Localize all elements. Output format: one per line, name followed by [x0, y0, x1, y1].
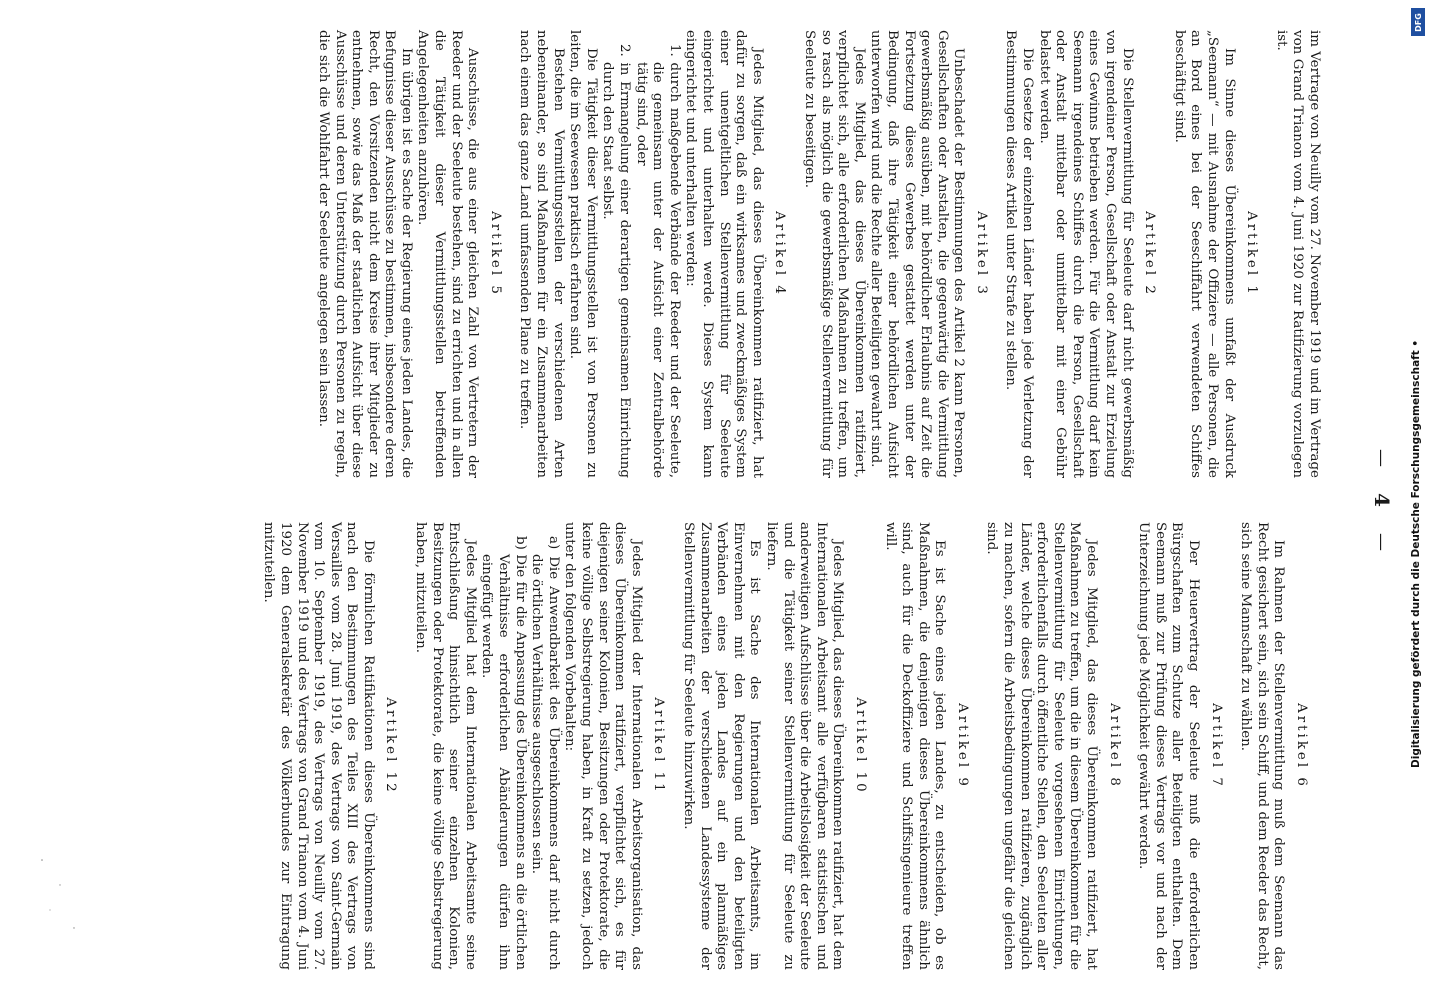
article-7-heading: Artikel 7: [1208, 703, 1224, 789]
right-column: [260, 522, 1322, 970]
article-11-list-item-a: a) Die Anwendbarkeit des Übereinkommens darf nicht durch die örtlichen Verhältnisse ausgeschlossen sein.: [529, 536, 561, 970]
page-number: 4: [1370, 493, 1394, 507]
article-5-heading: Artikel 5: [487, 211, 503, 297]
article-2-paragraph-2: Die Gesetze der einzelnen Länder haben jede Verletzung der Bestimmungen dieses Artikel unter Strafe zu stellen.: [1003, 30, 1036, 478]
article-4-list-item-2: 2. in Ermangelung einer derartigen gemeinsamen Einrichtung durch den Staat selbst.: [600, 44, 633, 478]
page-header: [1362, 30, 1402, 970]
article-1-paragraph: Im Sinne dieses Übereinkommens umfaßt der Ausdruck „Seemann“ — mit Ausnahme der Offiziere — alle Personen, die an Bord eines bei der Seeschiffahrt verwendeten Schiffes beschäftigt sind.: [1171, 30, 1237, 478]
article-4-heading: Artikel 4: [772, 211, 788, 297]
article-7-paragraph: Der Heuervertrag der Seeleute muß die erforderlichen Bürgschaften zum Schutze aller Beteiligten enthalten. Dem Seemann muß zur Prüfung dieses Vertrags vor und nach der Unterzeichnung jede Möglichkeit gewährt werden.: [1136, 522, 1202, 970]
article-11-heading: Artikel 11: [651, 697, 667, 795]
header-dash-left: —: [1371, 449, 1393, 468]
scan-specks: [30, 840, 90, 940]
article-3-paragraph-1: Unbeschadet der Bestimmungen des Artikel 2 kann Personen, Gesellschaften oder Anstalten, die gegenwärtig die Vermittlung gewerbsmäßig ausüben, mit behördlicher Erlaubnis auf Zeit die Fortsetzung dieses Gewerbes gestattet werden unter der Bedingung, daß ihre Tätigkeit einer behördlichen Aufsicht unterworfen wird und die Rechte aller Beteiligten gewahrt sind.: [868, 30, 967, 478]
article-5-paragraph-2: Im übrigen ist es Sache der Regierung eines jeden Landes, die Befugnisse dieser Ausschüsse zu bestimmen, insbesondere deren Recht, den Vorsitzenden nicht dem Kreise ihrer Mitglieder zu entnehmen, sowie das Maß der staatlichen Aufsicht über diese Ausschüsse und deren Unterstützung durch Personen zu regeln, die sich die Wohlfahrt der Seeleute angelegen sein lassen.: [315, 30, 414, 478]
article-11-paragraph-2: Jedes Mitglied hat dem Internationalen Arbeitsamte seine Entschließung hinsichtlich seiner einzelnen Kolonien, Besitzungen oder Protektorate, die keine völlige Selbstregierung haben, mitzuteilen.: [413, 522, 478, 970]
article-9-paragraph: Es ist Sache eines jeden Landes, zu entscheiden, ob es Maßnahmen, die denjenigen dieses Übereinkommens ähnlich sind, auch für die Deckoffiziere und Schiffsingenieure treffen will.: [882, 522, 948, 970]
article-12-paragraph: Die förmlichen Ratifikationen dieses Übereinkommens sind nach den Bestimmungen des Teiles XIII des Vertrags von Versailles vom 28. Juni 1919, des Vertrags von Saint-Germain vom 10. September 1919, des Vertrags von Neuilly vom 27. November 1919 und des Vertrags von Grand Trianon vom 4. Juni 1920 dem Generalsekretär des Völkerbundes zur Eintragung mitzuteilen.: [261, 522, 376, 970]
article-5-paragraph-1: Ausschüsse, die aus einer gleichen Zahl von Vertretern der Reeder und der Seeleute bestehen, sind zu errichten und in allen die Tätigkeit dieser Vermittlungsstellen betreffenden Angelegenheiten anzuhören.: [415, 30, 481, 478]
article-6-heading: Artikel 6: [1294, 703, 1309, 789]
article-12-heading: Artikel 12: [383, 697, 399, 795]
article-9-heading: Artikel 9: [954, 703, 970, 789]
article-4-paragraph-1: Jedes Mitglied, das dieses Übereinkommen ratifiziert, hat dafür zu sorgen, daß ein wirksames und zweckmäßiges System einer unentgeltlichen Stellenvermittlung für Seeleute eingerichtet und unterhalten werde. Dieses System kann eingerichtet und unterhalten werden:: [683, 30, 765, 478]
rotated-document-page: [2, 30, 1402, 970]
digitization-sidebar: [1402, 0, 1434, 1000]
article-4-paragraph-2: Die Tätigkeit dieser Vermittlungsstellen ist von Personen zu leiten, die im Seewesen praktisch erfahren sind.: [567, 30, 599, 478]
header-dash-right: —: [1371, 532, 1393, 551]
article-4-paragraph-3: Bestehen Vermittlungsstellen der verschiedenen Arten nebeneinander, so sind Maßnahmen für ein Zusammenarbeiten nach einem das ganze Land umfassenden Plane zu treffen.: [517, 30, 566, 478]
article-3-heading: Artikel 3: [973, 211, 989, 297]
article-11-paragraph-1: Jedes Mitglied der Internationalen Arbeitsorganisation, das dieses Übereinkommen ratifiziert, verpflichtet sich, es für diejenigen seiner Kolonien, Besitzungen oder Protektorate, die keine völlige Selbstregierung haben, in Kraft zu setzen, jedoch unter den folgenden Vorbehalten:: [562, 522, 644, 970]
digitization-credit: [1410, 339, 1422, 768]
dfg-logo: DFG: [1411, 8, 1425, 36]
article-10-heading: Artikel 10: [852, 697, 868, 795]
intro-paragraph: im Vertrage von Neuilly vom 27. November 1919 und im Vertrage von Grand Trianon vom 4. Juni 1920 zur Ratifizierung vorzulegen ist.: [1273, 30, 1322, 478]
article-2-heading: Artikel 2: [1142, 211, 1158, 297]
credit-separator: •: [1410, 339, 1422, 347]
credit-text: Digitalisierung gefördert durch die Deutsche Forschungsgemeinschaft: [1410, 350, 1422, 768]
article-2-paragraph-1: Die Stellenvermittlung für Seeleute darf nicht gewerbsmäßig von irgendeiner Person, Gesellschaft oder Anstalt zur Erzielung eines Gewinns betrieben werden. Für die Vermittlung darf kein Seemann irgendeines Schiffes durch die Person, Gesellschaft oder Anstalt mittelbar oder unmittelbar mit einer Gebühr belastet werden.: [1036, 30, 1135, 478]
article-10-paragraph-2: Es ist Sache des Internationalen Arbeitsamts, im Einvernehmen mit den Regierungen und den beteiligten Verbänden eines jeden Landes auf ein planmäßiges Zusammenarbeiten der verschiedenen Landessysteme der Stellenvermittlung für Seeleute hinzuwirken.: [681, 522, 763, 970]
left-column: [314, 30, 1322, 478]
article-8-paragraph: Jedes Mitglied, das dieses Übereinkommen ratifiziert, hat Maßnahmen zu treffen, um die in diesem Übereinkommen für die Stellenvermittlung für Seeleute vorgesehenen Einrichtungen, erforderlichenfalls durch öffentliche Stellen, den Seeleuten aller Länder, welche dieses Übereinkommen ratifizieren, zugänglich zu machen, sofern die Arbeitsbedingungen ungefähr die gleichen sind.: [984, 522, 1100, 970]
article-6-paragraph: Im Rahmen der Stellenvermittlung muß dem Seemann das Recht gesichert sein, sich sein Schiff, und dem Reeder das Recht, sich seine Mannschaft zu wählen.: [1238, 522, 1287, 970]
article-11-list-item-b: b) Die für die Anpassung des Übereinkommens an die örtlichen Verhältnisse erforderlichen Abänderungen dürfen ihm eingefügt werden.: [479, 536, 528, 970]
article-8-heading: Artikel 8: [1106, 703, 1122, 789]
article-10-paragraph-1: Jedes Mitglied, das dieses Übereinkommen ratifiziert, hat dem Internationalen Arbeitsamt alle verfügbaren statistischen und anderweitigen Aufschlüsse über die Arbeitslosigkeit der Seeleute und die Tätigkeit seiner Stellenvermittlung für Seeleute zu liefern.: [763, 522, 846, 970]
article-1-heading: Artikel 1: [1244, 211, 1260, 297]
article-3-paragraph-2: Jedes Mitglied, das dieses Übereinkommen ratifiziert, verpflichtet sich, alle erforderlichen Maßnahmen zu treffen, um so rasch als möglich die gewerbsmäßige Stellenvermittlung für Seeleute zu beseitigen.: [801, 30, 867, 478]
article-4-list-item-1: 1. durch maßgebende Verbände der Reeder und der Seeleute, die gemeinsam unter der Aufsicht einer Zentralbehörde tätig sind, oder: [633, 44, 682, 478]
